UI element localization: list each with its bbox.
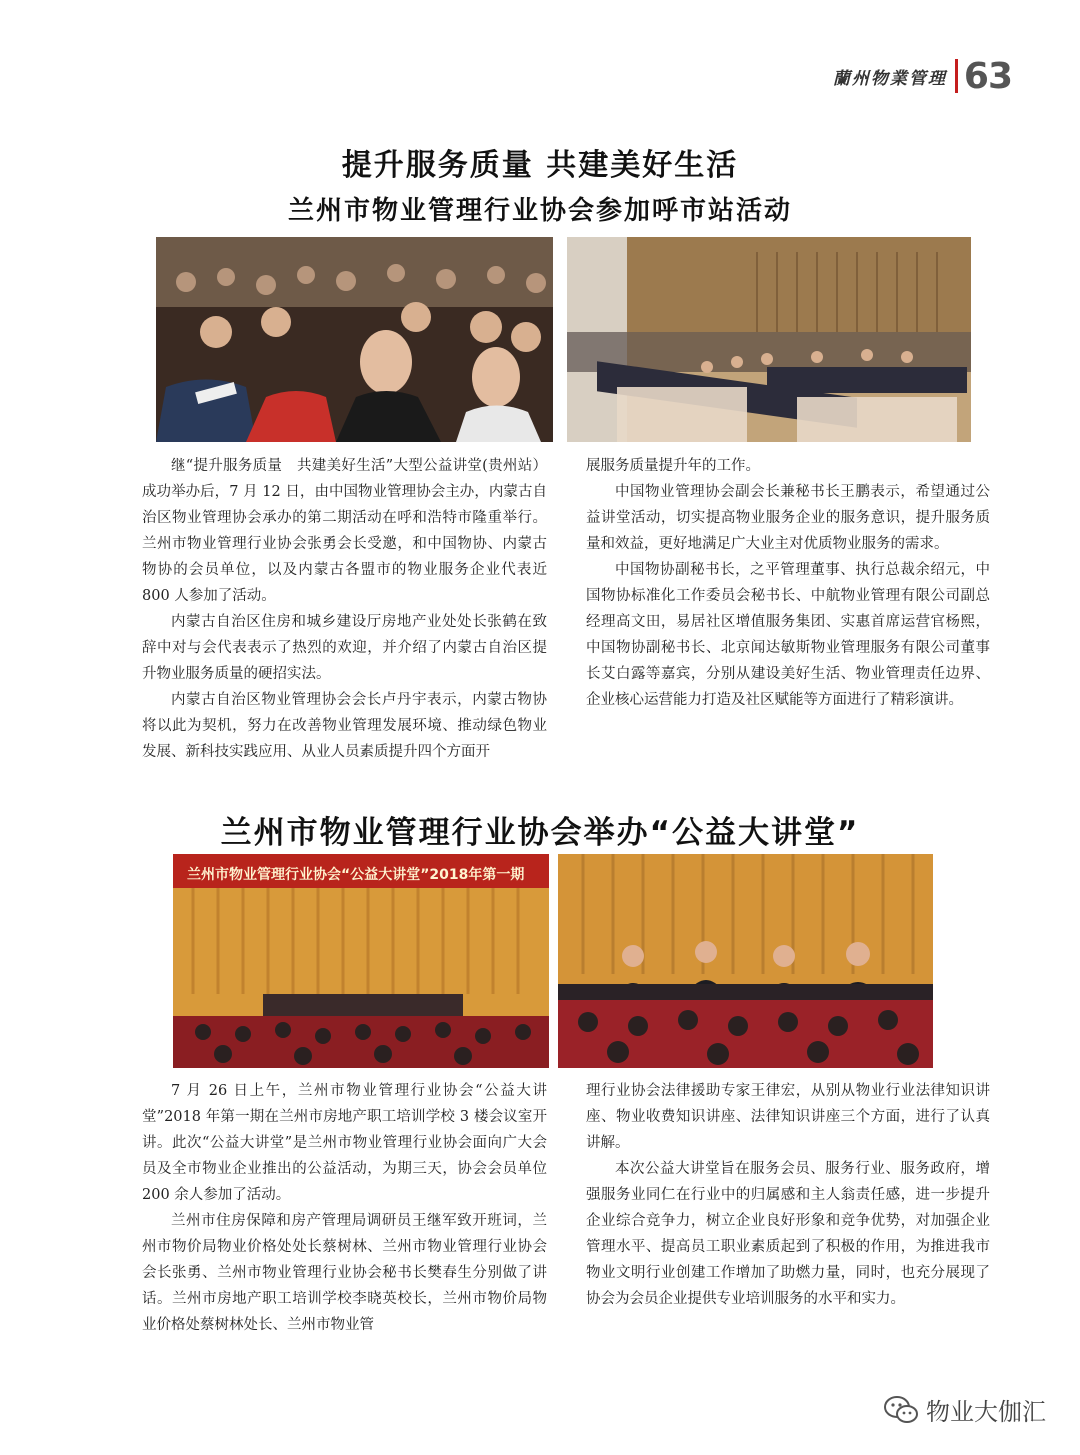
watermark-text: 物业大伽汇 [926, 1398, 1046, 1426]
article2-right-column [586, 1078, 990, 1312]
page-header [833, 56, 1012, 96]
article1-right-paragraph-1: 中国物业管理协会副会长兼秘书长王鹏表示，希望通过公益讲堂活动，切实提高物业服务企业的服务意识，提升服务质量和效益，更好地满足广大业主对优质物业服务的需求。 [586, 484, 990, 552]
article1-right-paragraph-2: 中国物协副秘书长，之平管理董事、执行总裁余绍元，中国物协标准化工作委员会秘书长、中航物业管理有限公司副总经理高文田，易居社区增值服务集团、实惠首席运营官杨熙，中国物协副秘书长、北京闻达敏斯物业管理服务有限公司董事长艾白露等嘉宾，分别从建设美好生活、物业管理责任边界、企业核心运营能力打造及社区赋能等方面进行了精彩演讲。 [586, 562, 990, 708]
article1-right-column [586, 453, 990, 713]
article1-subtitle: 兰州市物业管理行业协会参加呼市站活动 [287, 196, 792, 226]
photo-head-table [558, 854, 933, 1068]
photo-lecture-hall [173, 854, 549, 1068]
photo-audience-closeup [156, 237, 553, 442]
wechat-icon [884, 1395, 918, 1425]
article2-left-paragraph-2: 兰州市住房保障和房产管理局调研员王继军致开班词，兰州市物价局物业价格处处长蔡树林、兰州市物业管理行业协会会长张勇、兰州市物业管理行业协会秘书长樊春生分别做了讲话。兰州市房地产职工培训学校李晓英校长，兰州市物价局物业价格处蔡树林处长、兰州市物业管 [142, 1213, 547, 1333]
article1-left-paragraph-1: 继“提升服务质量 共建美好生活”大型公益讲堂(贵州站）成功举办后，7 月 12 日，由中国物业管理协会主办，内蒙古自治区物业管理协会承办的第二期活动在呼和浩特市隆重举行。兰州市物业管理行业协会张勇会长受邀，和中国物协、内蒙古物协的会员单位，以及内蒙古各盟市的物业服务企业代表近 800 人参加了活动。 [142, 458, 547, 604]
article1-left-column [142, 453, 547, 765]
magazine-brand: 蘭州物業管理 [832, 68, 947, 89]
page-number: 63 [963, 55, 1012, 97]
article1-title: 提升服务质量 共建美好生活 [341, 148, 739, 183]
article2-right-continuation: 理行业协会法律援助专家王律宏，从别从物业行业法律知识讲座、物业收费知识讲座、法律知识讲座三个方面，进行了认真讲解。 [586, 1083, 990, 1151]
article1-right-continuation: 展服务质量提升年的工作。 [586, 458, 760, 474]
article2-left-column [142, 1078, 547, 1338]
lecture-banner-text: 兰州市物业管理行业协会“公益大讲堂”2018年第一期 [187, 867, 525, 883]
article2-title: 兰州市物业管理行业协会举办“公益大讲堂” [220, 815, 860, 851]
article1-left-paragraph-2: 内蒙古自治区住房和城乡建设厅房地产业处处长张鹤在致辞中对与会代表表示了热烈的欢迎，并介绍了内蒙古自治区提升物业服务质量的硬招实法。 [142, 614, 547, 682]
article2-right-paragraph-1: 本次公益大讲堂旨在服务会员、服务行业、服务政府，增强服务业同仁在行业中的归属感和主人翁责任感，进一步提升企业综合竞争力，树立企业良好形象和竞争优势，对加强企业管理水平、提高员工职业素质起到了积极的作用，为推进我市物业文明行业创建工作增加了助燃力量，同时，也充分展现了协会为会员企业提供专业培训服务的水平和实力。 [586, 1161, 990, 1307]
article1-left-paragraph-3: 内蒙古自治区物业管理协会会长卢丹宇表示，内蒙古物协将以此为契机，努力在改善物业管理发展环境、推动绿色物业发展、新科技实践应用、从业人员素质提升四个方面开 [142, 692, 547, 760]
article2-left-paragraph-1: 7 月 26 日上午，兰州市物业管理行业协会“公益大讲堂”2018 年第一期在兰州市房地产职工培训学校 3 楼会议室开讲。此次“公益大讲堂”是兰州市物业管理行业协会面向广大会员及全市物业企业推出的公益活动，为期三天，协会会员单位 200 余人参加了活动。 [142, 1083, 547, 1203]
photo-conference-hall [567, 237, 971, 442]
wechat-watermark [884, 1392, 1046, 1427]
header-divider [955, 59, 958, 93]
